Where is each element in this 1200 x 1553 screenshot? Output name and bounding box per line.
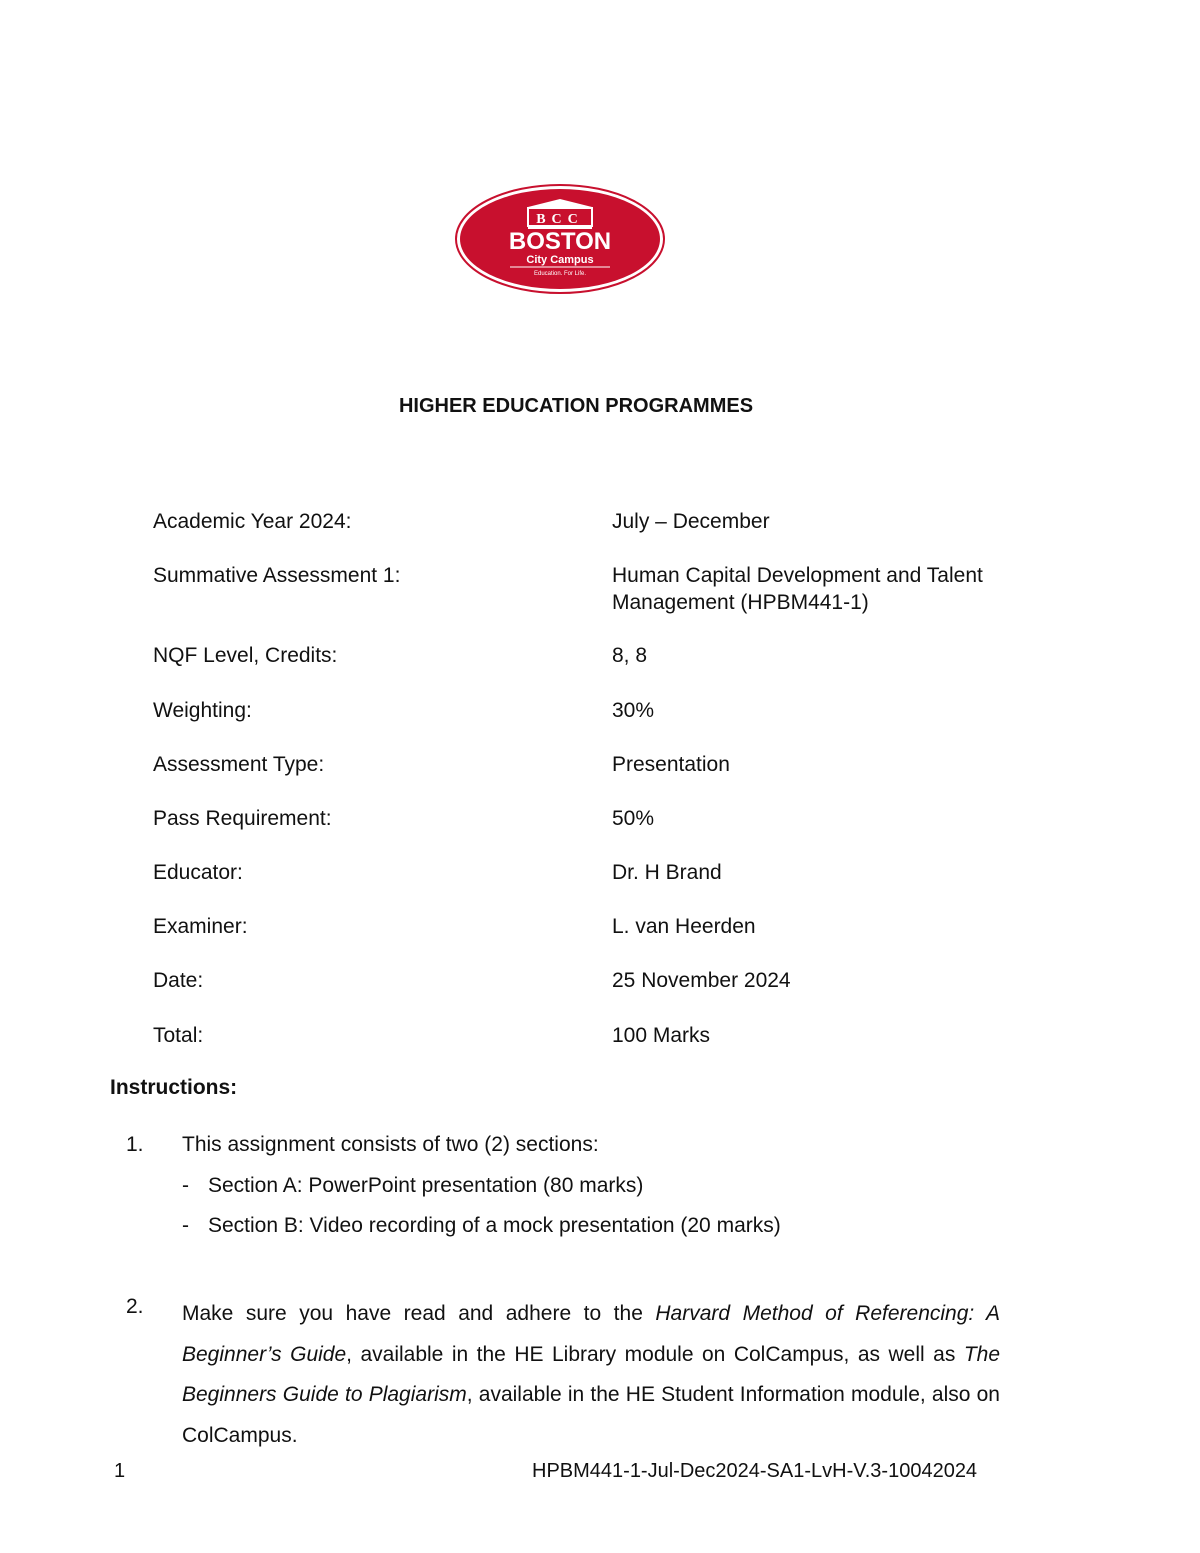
document-heading: HIGHER EDUCATION PROGRAMMES bbox=[398, 395, 754, 417]
logo-name: BOSTON bbox=[508, 228, 612, 255]
sub-item-section-b bbox=[182, 1214, 781, 1238]
dash-bullet: - bbox=[182, 1214, 189, 1237]
detail-value: 25 November 2024 bbox=[612, 969, 791, 992]
detail-label: Weighting: bbox=[153, 699, 252, 722]
detail-label: Assessment Type: bbox=[153, 753, 325, 776]
list-number: 1. bbox=[126, 1133, 144, 1156]
detail-value: July – December bbox=[612, 510, 770, 533]
instructions-title: Instructions: bbox=[110, 1076, 238, 1099]
sub-item-text: Section B: Video recording of a mock presentation (20 marks) bbox=[208, 1214, 781, 1237]
detail-value: Presentation bbox=[612, 753, 730, 776]
detail-value: 8, 8 bbox=[612, 644, 648, 667]
referencing-instruction bbox=[182, 1294, 1000, 1456]
text-run: , available in the HE Library module on ColCampus, as well as bbox=[346, 1342, 964, 1366]
sub-item-text: Section A: PowerPoint presentation (80 marks) bbox=[208, 1174, 644, 1197]
list-number: 2. bbox=[126, 1295, 144, 1318]
detail-value: Human Capital Development and Talent Management (HPBM441-1) bbox=[612, 564, 983, 614]
detail-label: Date: bbox=[153, 969, 204, 992]
boston-city-campus-logo bbox=[454, 183, 666, 295]
text-run: , available in the HE Student Information module, also on ColCampus. bbox=[182, 1383, 1000, 1447]
detail-value: 30% bbox=[612, 699, 655, 722]
detail-label: Examiner: bbox=[153, 915, 248, 938]
detail-value: 100 Marks bbox=[612, 1024, 711, 1047]
detail-label: Educator: bbox=[153, 861, 243, 884]
logo-sub: City Campus bbox=[526, 254, 594, 266]
logo-tagline: Education. For Life. bbox=[533, 271, 587, 277]
sub-item-section-a bbox=[182, 1174, 643, 1198]
detail-label: Academic Year 2024: bbox=[153, 510, 352, 533]
detail-value: L. van Heerden bbox=[612, 915, 756, 938]
page-number: 1 bbox=[114, 1460, 126, 1482]
logo-abbr: BCC bbox=[536, 212, 584, 227]
detail-value: Dr. H Brand bbox=[612, 861, 722, 884]
detail-label: NQF Level, Credits: bbox=[153, 644, 338, 667]
italic-title: Harvard Method of Referencing: A Beginner’s Guide bbox=[182, 1302, 1000, 1366]
detail-label: Pass Requirement: bbox=[153, 807, 332, 830]
italic-title: The Beginners Guide to Plagiarism bbox=[182, 1342, 1001, 1406]
list-item-text: This assignment consists of two (2) sections: bbox=[182, 1133, 599, 1156]
text-run: Make sure you have read and adhere to the bbox=[182, 1302, 656, 1325]
detail-value: 50% bbox=[612, 807, 655, 830]
document-code: HPBM441-1-Jul-Dec2024-SA1-LvH-V.3-10042024 bbox=[532, 1460, 978, 1482]
detail-label: Total: bbox=[153, 1024, 204, 1047]
dash-bullet: - bbox=[182, 1174, 189, 1197]
detail-label: Summative Assessment 1: bbox=[153, 564, 401, 587]
